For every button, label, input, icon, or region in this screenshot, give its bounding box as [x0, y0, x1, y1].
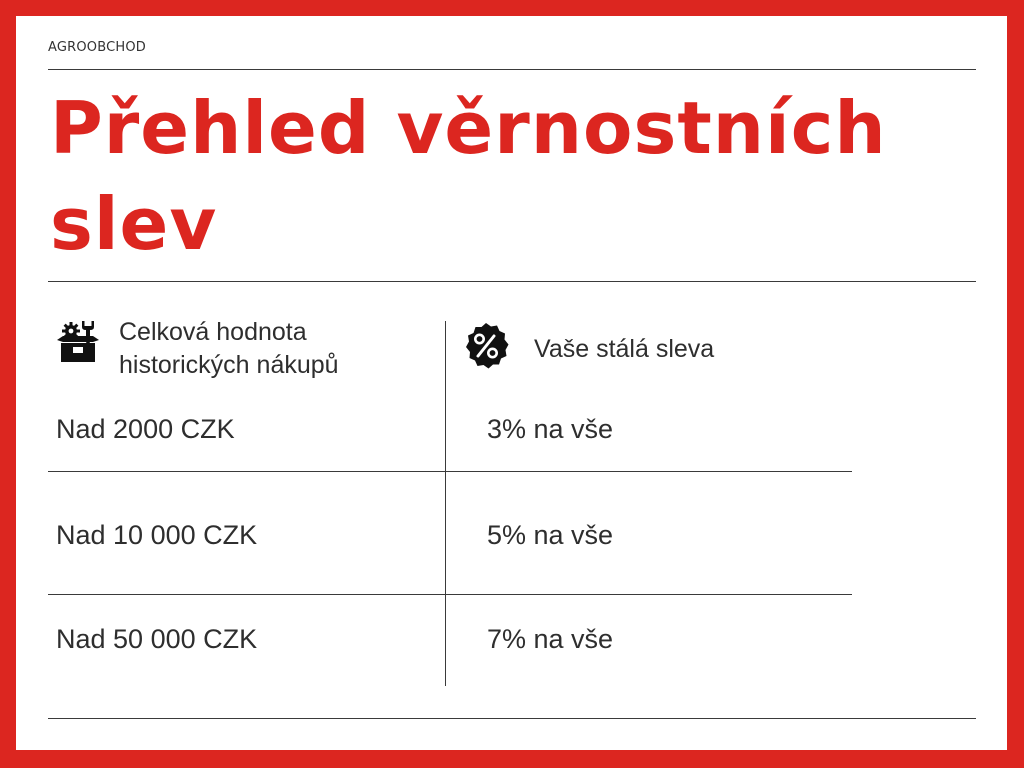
threshold-cell: Nad 50 000 CZK — [56, 624, 258, 654]
page-title: Přehled věrnostních slev — [50, 86, 887, 266]
bottom-divider — [48, 718, 976, 719]
box-tools-icon — [54, 318, 102, 366]
column-divider — [445, 321, 446, 686]
threshold-cell: Nad 2000 CZK — [56, 414, 235, 444]
row-divider — [48, 594, 852, 595]
header-permanent-discount: Vaše stálá sleva — [534, 335, 715, 363]
percent-badge-icon — [462, 322, 510, 370]
brand-name: AGROOBCHOD — [48, 40, 147, 55]
discount-card — [16, 16, 1007, 750]
discount-cell: 7% na vše — [487, 624, 614, 654]
discount-cell: 5% na vše — [487, 520, 614, 550]
threshold-cell: Nad 10 000 CZK — [56, 520, 258, 550]
row-divider — [48, 471, 852, 472]
title-divider — [48, 281, 976, 282]
discount-cell: 3% na vše — [487, 414, 614, 444]
top-divider — [48, 69, 976, 70]
header-purchase-total: Celková hodnota historických nákupů — [119, 318, 339, 379]
